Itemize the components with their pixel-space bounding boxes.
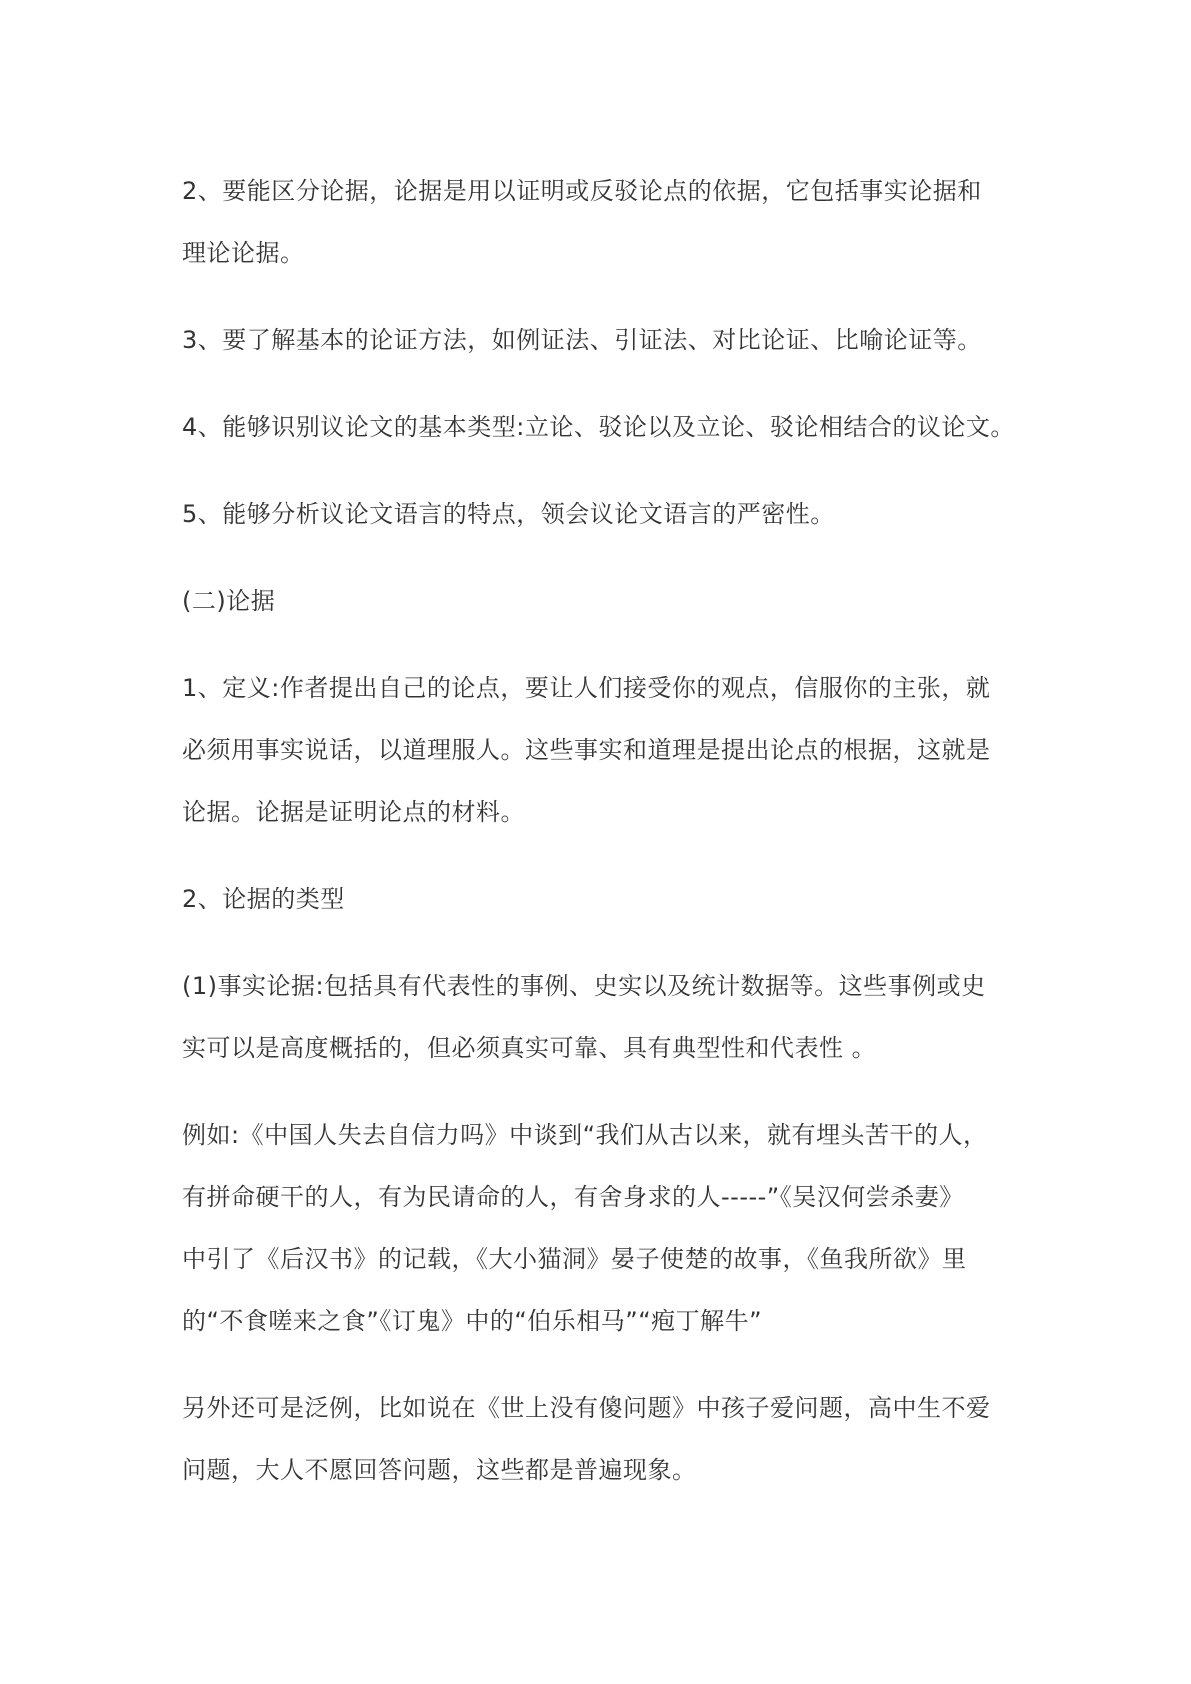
- text-line: 5、能够分析议论文语言的特点，领会议论文语言的严密性。: [182, 500, 835, 528]
- text-line: 1、定义:作者提出自己的论点，要让人们接受你的观点，信服你的主张，就: [182, 674, 991, 702]
- text-line: 有拼命硬干的人，有为民请命的人，有舍身求的人-----”《吴汉何尝杀妻》: [182, 1183, 964, 1211]
- paragraph-definition: [182, 657, 1042, 843]
- text-line: 中引了《后汉书》的记载，《大小猫洞》晏子使楚的故事，《鱼我所欲》里: [182, 1245, 967, 1273]
- text-line: 论据。论据是证明论点的材料。: [182, 798, 525, 826]
- text-line: 的“不食嗟来之食”《订鬼》中的“伯乐相马”“疱丁解牛”: [182, 1307, 763, 1335]
- paragraph-fact-arguments: [182, 955, 1042, 1079]
- text-line: 问题，大人不愿回答问题，这些都是普遍现象。: [182, 1456, 697, 1484]
- text-line: (1)事实论据:包括具有代表性的事例、史实以及统计数据等。这些事例或史: [182, 972, 986, 1000]
- text-line: 2、要能区分论据，论据是用以证明或反驳论点的依据，它包括事实论据和: [182, 177, 982, 205]
- text-line: 例如:《中国人失去自信力吗》中谈到“我们从古以来，就有埋头苦干的人，: [182, 1121, 988, 1149]
- text-line: 必须用事实说话，以道理服人。这些事实和道理是提出论点的根据，这就是: [182, 736, 991, 764]
- text-line: 理论论据。: [182, 239, 305, 267]
- text-line: 4、能够识别议论文的基本类型:立论、驳论以及立论、驳论相结合的议论文。: [182, 413, 1015, 441]
- paragraph-point-2: [182, 160, 1042, 284]
- text-line: 另外还可是泛例，比如说在《世上没有傻问题》中孩子爱问题，高中生不爱: [182, 1394, 991, 1422]
- paragraph-examples: [182, 1104, 1042, 1352]
- text-line: 2、论据的类型: [182, 885, 345, 913]
- paragraph-point-4: [182, 396, 1042, 458]
- paragraph-argument-types: [182, 868, 1042, 930]
- paragraph-point-3: [182, 309, 1042, 371]
- paragraph-general-examples: [182, 1377, 1042, 1501]
- text-line: 3、要了解基本的论证方法，如例证法、引证法、对比论证、比喻论证等。: [182, 326, 982, 354]
- paragraph-point-5: [182, 483, 1042, 545]
- document-body: [182, 160, 1042, 1526]
- section-heading-arguments: [182, 570, 1042, 632]
- text-line: (二)论据: [182, 587, 276, 615]
- text-line: 实可以是高度概括的，但必须真实可靠、具有典型性和代表性 。: [182, 1034, 877, 1062]
